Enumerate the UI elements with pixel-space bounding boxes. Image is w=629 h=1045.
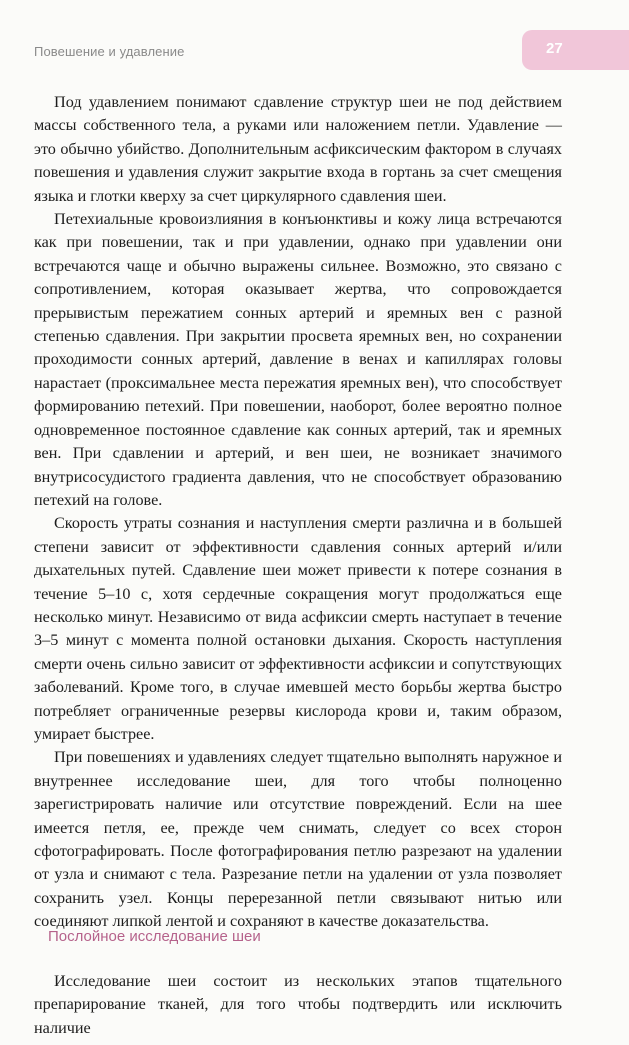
paragraph-layered-dissection: Исследование шеи состоит из нескольких этапов тщательного препарирование тканей, для того чтобы подтвердить или исключить наличие xyxy=(34,972,562,1037)
page-number-badge xyxy=(522,30,629,70)
section-body xyxy=(34,970,562,1040)
paragraph-loss-of-consciousness: Скорость утраты сознания и наступления смерти различна и в большей степени зависит от эффективности сдавления сонных артерий и/или дыхательных путей. Сдавление шеи может привести к потере сознания в течение 5–10 с, хотя сердечные сокращения могут продолжаться еще несколько минут. Независимо от вида асфиксии смерть наступает в течение 3–5 минут с момента полной остановки дыхания. Скорость наступления смерти очень сильно зависит от эффективности асфиксии и сопутствующих заболеваний. Кроме того, в случае имевшей место борьбы жертва быстро потребляет ограниченные резервы кислорода крови и, таким образом, умирает быстрее. xyxy=(34,514,562,743)
paragraph-neck-examination: При повешениях и удавлениях следует тщательно выполнять наружное и внутреннее исследование шеи, для того чтобы полноценно зарегистрировать наличие или отсутствие повреждений. Если на шее имеется петля, ее, прежде чем снимать, следует со всех сторон сфотографировать. После фотографирования петлю разрезают на удалении от узла и снимают с тела. Разрезание петли на удалении от узла позволяет сохранить узел. Концы перерезанной петли связывают нитью или соединяют липкой лентой и сохраняют в качестве доказательства. xyxy=(34,748,562,931)
body-text xyxy=(34,91,562,934)
running-title: Повешение и удавление xyxy=(34,44,185,59)
paragraph-petechial-hemorrhages: Петехиальные кровоизлияния в конъюнктивы и кожу лица встречаются как при повешении, так и при удавлении, однако при удавлении они встречаются чаще и обычно выражены сильнее. Возможно, это связано с сопротивлением, которая оказывает жертва, что сопровождается прерывистым пережатием сонных артерий и яремных вен с разной степенью сдавления. При закрытии просвета яремных вен, но сохранении проходимости сонных артерий, давление в венах и капиллярах головы нарастает (проксимальнее места пережатия яремных вен), что способствует формированию петехий. При повешении, наоборот, более вероятно полное одновременное постоянное сдавление как сонных артерий, так и яремных вен. При сдавлении и артерий, и вен шеи, не возникает значимого внутрисосудистого градиента давления, что не способствует образованию петехий на голове. xyxy=(34,210,562,509)
page-header xyxy=(0,30,629,70)
section-heading: Послойное исследование шеи xyxy=(48,928,261,945)
page-number: 27 xyxy=(546,40,563,57)
paragraph-strangulation-definition: Под удавлением понимают сдавление структур шеи не под действием массы собственного тела, а руками или наложением петли. Удавление — это обычно убийство. Дополнительным асфиксическим фактором в случаях повешения и удавления служит закрытие входа в гортань за счет смещения языка и глотки кверху за счет циркулярного сдавления шеи. xyxy=(34,93,562,205)
